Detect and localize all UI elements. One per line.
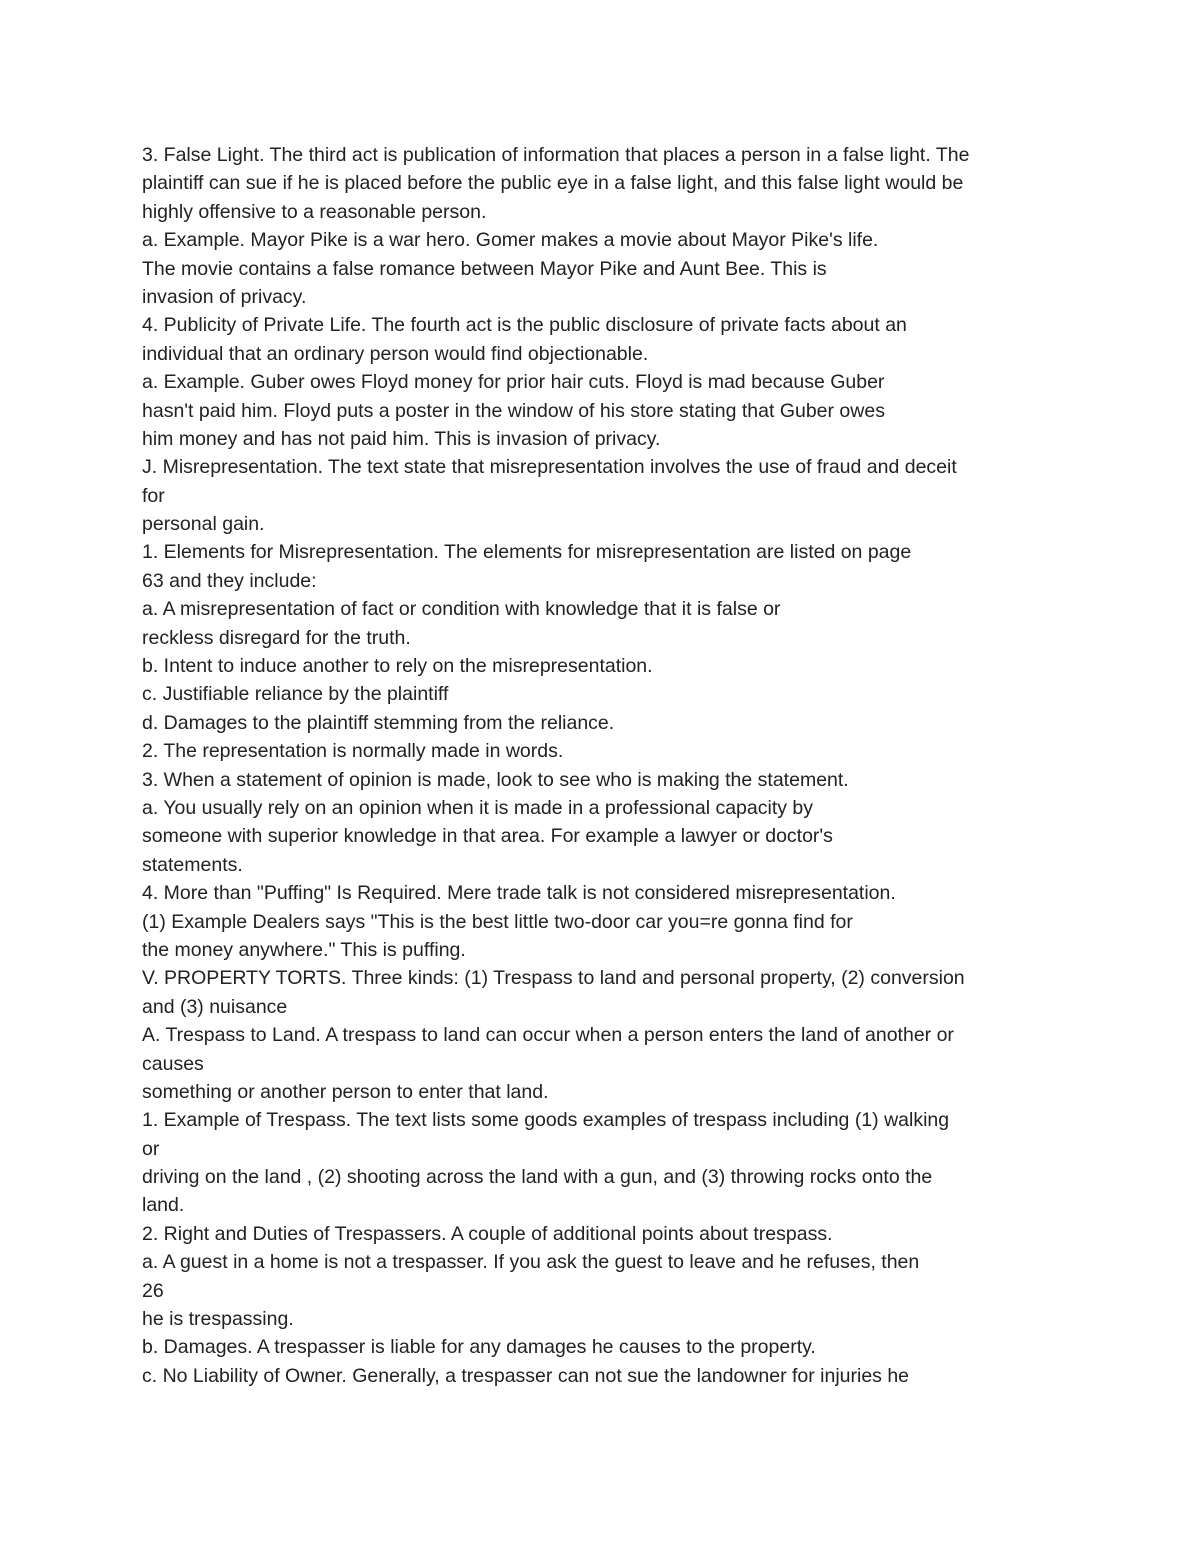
text-line: plaintiff can sue if he is placed before the public eye in a false light, and this false light would be (142, 172, 964, 195)
text-line: (1) Example Dealers says "This is the best little two-door car you=re gonna find for (142, 910, 853, 933)
text-line: J. Misrepresentation. The text state that misrepresentation involves the use of fraud and deceit (142, 456, 957, 479)
text-line: c. Justifiable reliance by the plaintiff (142, 683, 449, 706)
text-line: 3. When a statement of opinion is made, look to see who is making the statement. (142, 768, 849, 791)
text-line: a. Example. Mayor Pike is a war hero. Gomer makes a movie about Mayor Pike's life. (142, 229, 879, 252)
text-line: him money and has not paid him. This is invasion of privacy. (142, 427, 661, 450)
text-line: and (3) nuisance (142, 995, 288, 1018)
text-line: 1. Example of Trespass. The text lists some goods examples of trespass including (1) walking (142, 1109, 950, 1132)
text-line: individual that an ordinary person would find objectionable. (142, 342, 649, 365)
text-line: 2. The representation is normally made in words. (142, 740, 564, 763)
text-line: for (142, 484, 165, 507)
text-line: hasn't paid him. Floyd puts a poster in the window of his store stating that Guber owes (142, 399, 885, 422)
text-line: statements. (142, 853, 243, 876)
text-line: b. Damages. A trespasser is liable for any damages he causes to the property. (142, 1336, 816, 1359)
document-body (142, 141, 1102, 1390)
text-line: reckless disregard for the truth. (142, 626, 411, 649)
text-line: b. Intent to induce another to rely on the misrepresentation. (142, 655, 653, 678)
text-line: c. No Liability of Owner. Generally, a trespasser can not sue the landowner for injuries he (142, 1364, 910, 1387)
text-line: The movie contains a false romance between Mayor Pike and Aunt Bee. This is (142, 257, 827, 280)
text-line: 63 and they include: (142, 569, 317, 592)
text-line: d. Damages to the plaintiff stemming from the reliance. (142, 711, 615, 734)
text-line: invasion of privacy. (142, 285, 307, 308)
text-line: 4. Publicity of Private Life. The fourth act is the public disclosure of private facts about an (142, 314, 907, 337)
text-line: 2. Right and Duties of Trespassers. A couple of additional points about trespass. (142, 1222, 833, 1245)
text-line: 3. False Light. The third act is publication of information that places a person in a false light. The (142, 144, 970, 166)
text-line: he is trespassing. (142, 1308, 294, 1331)
text-line: 1. Elements for Misrepresentation. The elements for misrepresentation are listed on page (142, 541, 912, 564)
text-line: a. A guest in a home is not a trespasser. If you ask the guest to leave and he refuses, then (142, 1251, 920, 1274)
text-line: 4. More than "Puffing" Is Required. Mere trade talk is not considered misrepresentation. (142, 882, 896, 905)
text-line: land. (142, 1194, 185, 1217)
text-line: a. You usually rely on an opinion when it is made in a professional capacity by (142, 796, 813, 819)
text-line: A. Trespass to Land. A trespass to land can occur when a person enters the land of another or (142, 1024, 954, 1047)
text-line: 26 (142, 1279, 164, 1302)
text-line: a. A misrepresentation of fact or condition with knowledge that it is false or (142, 598, 781, 621)
text-line: V. PROPERTY TORTS. Three kinds: (1) Trespass to land and personal property, (2) conversion (142, 967, 965, 990)
text-line: driving on the land , (2) shooting across the land with a gun, and (3) throwing rocks onto the (142, 1166, 933, 1189)
text-line: something or another person to enter that land. (142, 1080, 549, 1103)
text-line: a. Example. Guber owes Floyd money for prior hair cuts. Floyd is mad because Guber (142, 371, 885, 394)
text-line: someone with superior knowledge in that area. For example a lawyer or doctor's (142, 825, 833, 848)
text-line: highly offensive to a reasonable person. (142, 200, 487, 223)
text-line: the money anywhere." This is puffing. (142, 938, 466, 961)
text-line: or (142, 1137, 160, 1160)
text-line: causes (142, 1052, 204, 1075)
text-line: personal gain. (142, 513, 265, 536)
